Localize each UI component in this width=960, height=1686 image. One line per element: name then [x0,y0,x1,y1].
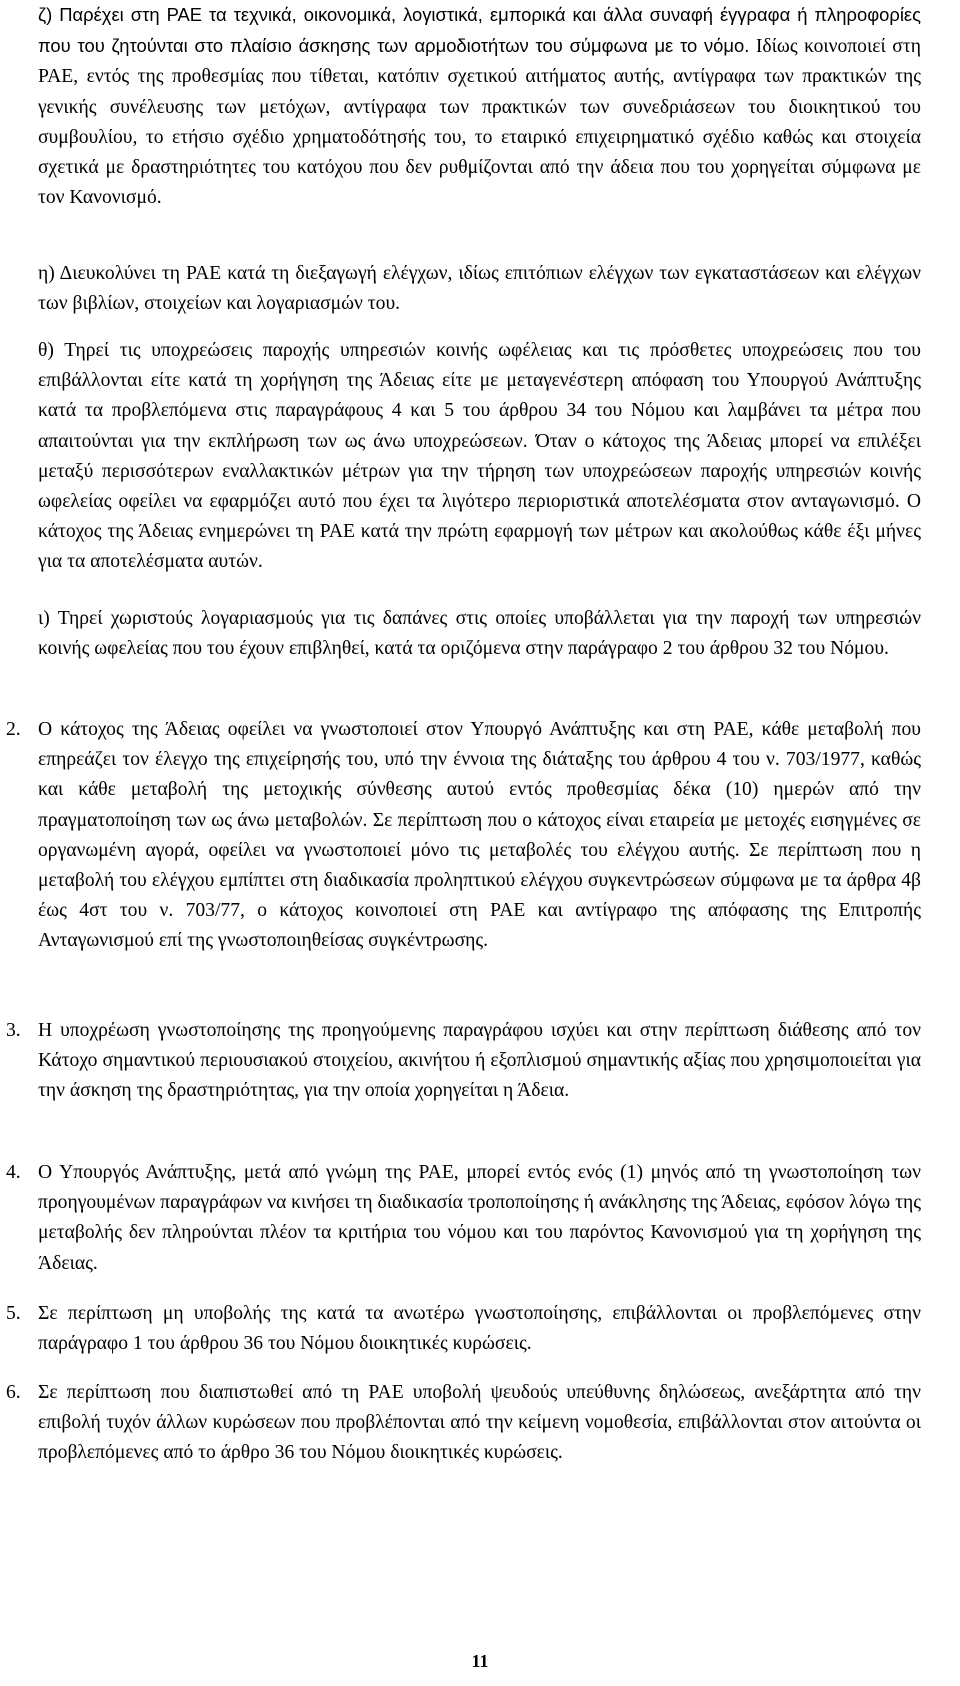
paragraph-th: θ) Τηρεί τις υποχρεώσεις παροχής υπηρεσιών κοινής ωφέλειας και τις πρόσθετες υποχρεώσεις που του επιβάλλονται είτε κατά τη χορήγηση της Άδειας είτε με μεταγενέστερη απόφαση του Υπουργού Ανάπτυξης κατά τα προβλεπόμενα στις παραγράφους 4 και 5 του άρθρου 34 του Νόμου και λαμβάνει τα μέτρα που απαιτούνται για την εκπλήρωση των ως άνω υποχρεώσεων. Όταν ο κάτοχος της Άδειας μπορεί να επιλέξει μεταξύ περισσότερων εναλλακτικών μέτρων για την τήρηση των υποχρεώσεων παροχής υπηρεσιών κοινής ωφελείας οφείλει να εφαρμόζει αυτό που έχει τα λιγότερο περιοριστικά αποτελέσματα στον ανταγωνισμό. Ο κάτοχος της Άδειας ενημερώνει τη ΡΑΕ κατά την πρώτη εφαρμογή των μέτρων και ακολούθως κάθε έξι μήνες για τα αποτελέσματα αυτών. [38,340,921,573]
item-text: Σε περίπτωση μη υποβολής της κατά τα ανωτέρω γνωστοποίησης, επιβάλλονται οι προβλεπόμενες στην παράγραφο 1 του άρθρου 36 του Νόμου διοικητικές κυρώσεις. [38,1303,921,1355]
item-number: 5. [6,1303,21,1324]
paragraph-i: ι) Τηρεί χωριστούς λογαριασμούς για τις δαπάνες στις οποίες υποβάλλεται για την παροχή των υπηρεσιών κοινής ωφελείας που του έχουν επιβληθεί, κατά τα οριζόμενα στην παράγραφο 2 του άρθρου 32 του Νόμου. [38,608,921,660]
item-number: 6. [6,1382,21,1403]
item-text: Η υποχρέωση γνωστοποίησης της προηγούμενης παραγράφου ισχύει και στην περίπτωση διάθεσης από τον Κάτοχο σημαντικού περιουσιακού στοιχείου, ακινήτου ή εξοπλισμού σημαντικής αξίας που χρησιμοποιείται για την άσκηση της δραστηριότητας, για την οποία χορηγείται η Άδεια. [38,1020,921,1102]
page-number: 11 [471,1651,489,1671]
item-text: Ο Υπουργός Ανάπτυξης, μετά από γνώμη της ΡΑΕ, μπορεί εντός ενός (1) μηνός από τη γνωστοποίηση των προηγουμένων παραγράφων να κινήσει τη διαδικασία τροποποίησης ή ανάκλησης της Άδειας, εφόσον λόγω της μεταβολής δεν πληρούνται πλέον τα κριτήρια του νόμου και του παρόντος Κανονισμού για τη χορήγηση της Άδειας. [38,1162,921,1274]
paragraph-z-sans-part: ζ) Παρέχει στη ΡΑΕ τα τεχνικά, οικονομικά, λογιστικά, εμπορικά και άλλα συναφή έγγραφα ή πληροφορίες που του ζητούνται στο πλαίσιο άσκησης των αρμοδιοτήτων του σύμφωνα με το νόμο. [38,4,921,57]
item-number: 4. [6,1162,21,1183]
item-text: Ο κάτοχος της Άδειας οφείλει να γνωστοποιεί στον Υπουργό Ανάπτυξης και στη ΡΑΕ, κάθε μεταβολή που επηρεάζει τον έλεγχο της επιχείρησής του, υπό την έννοια της διάταξης του άρθρου 4 του ν. 703/1977, καθώς και κάθε μεταβολή της μετοχικής σύνθεσης αυτού εντός προθεσμίας δέκα (10) ημερών από την πραγματοποίηση των ως άνω μεταβολών. Σε περίπτωση που ο κάτοχος είναι εταιρεία με μετοχές εισηγμένες σε οργανωμένη αγορά, οφείλει να γνωστοποιεί μόνο τις μεταβολές του ελέγχου αυτής. Σε περίπτωση που η μεταβολή του ελέγχου εμπίπτει στη διαδικασία προληπτικού ελέγχου συγκεντρώσεων σύμφωνα με τα άρθρα 4β έως 4στ του ν. 703/77, ο κάτοχος κοινοποιεί στη ΡΑΕ και αντίγραφο της απόφασης της Επιτροπής Ανταγωνισμού επί της γνωστοποιηθείσας συγκέντρωσης. [38,719,921,952]
item-text: Σε περίπτωση που διαπιστωθεί από τη ΡΑΕ υποβολή ψευδούς υπεύθυνης δηλώσεως, ανεξάρτητα από την επιβολή τυχόν άλλων κυρώσεων που προβλέπονται από την κείμενη νομοθεσία, επιβάλλονται στον αιτούντα οι προβλεπόμενες από το άρθρο 36 του Νόμου διοικητικές κυρώσεις. [38,1382,921,1464]
paragraph-h: η) Διευκολύνει τη ΡΑΕ κατά τη διεξαγωγή ελέγχων, ιδίως επιτόπιων ελέγχων των εγκαταστάσεων και ελέγχων των βιβλίων, στοιχείων και λογαριασμών του. [38,263,921,315]
paragraph-z-serif-part: Ιδίως κοινοποιεί στη ΡΑΕ, εντός της προθεσμίας που τίθεται, κατόπιν σχετικού αιτήματος αυτής, αντίγραφα των πρακτικών της γενικής συνέλευσης των μετόχων, αντίγραφα των πρακτικών των συνεδριάσεων του διοικητικού του συμβουλίου, το ετήσιο σχέδιο χρηματοδότησής του, το εταιρικό επιχειρηματικό σχέδιο καθώς και στοιχεία σχετικά με δραστηριότητες του κατόχου που δεν ρυθμίζονται από την άδεια που του χορηγείται σύμφωνα με τον Κανονισμό. [38,36,921,209]
item-number: 3. [6,1020,21,1041]
paragraph-z [38,0,921,213]
item-number: 2. [6,719,21,740]
